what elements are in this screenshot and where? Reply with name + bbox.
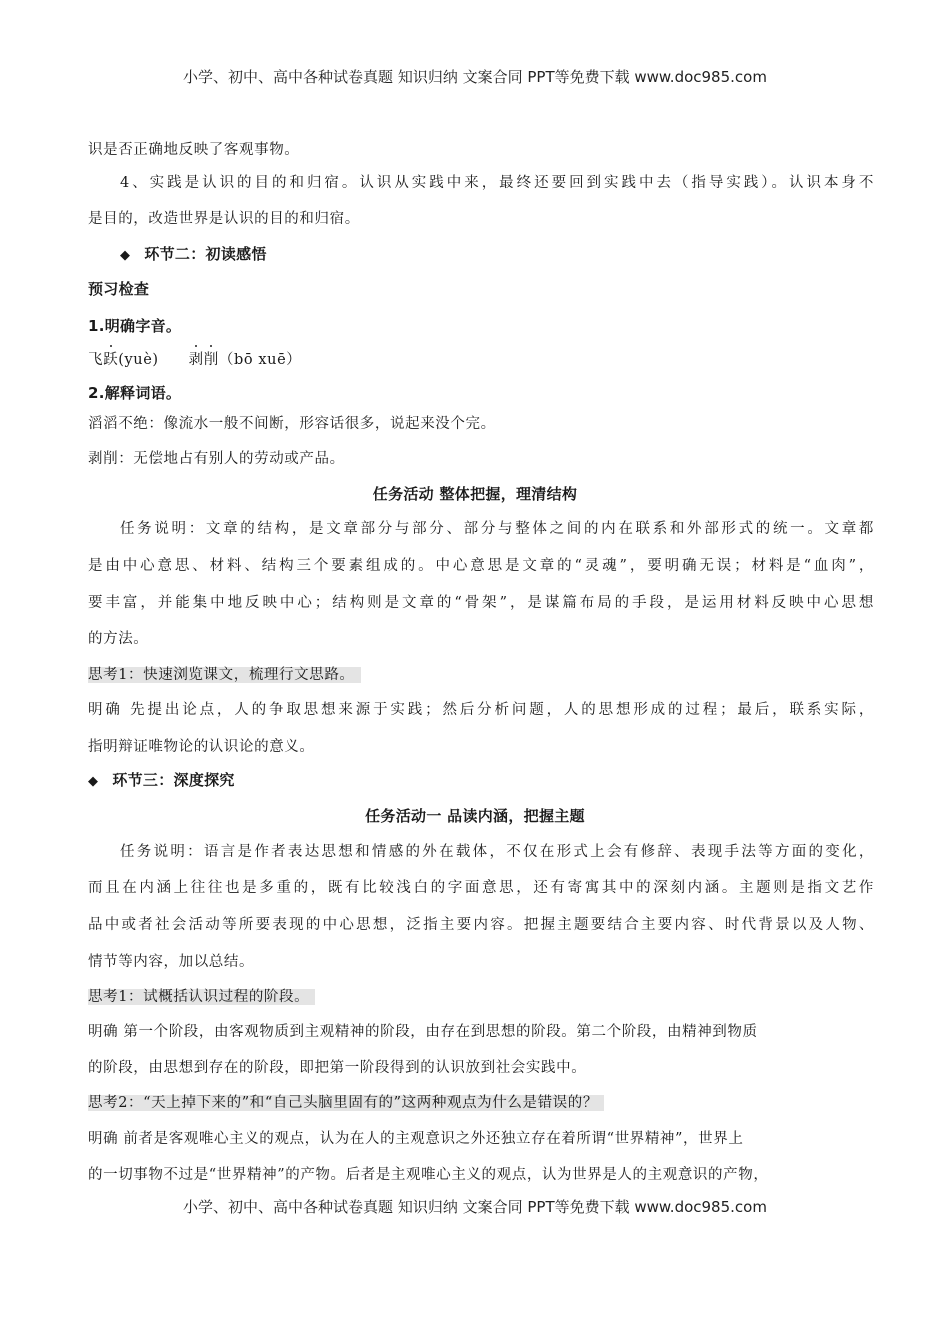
paragraph-line: 任务说明：语言是作者表达思想和情感的外在载体，不仅在形式上会有修辞、表现手法等方面的变化， [120,844,874,860]
emphasized-char: 削 [203,352,219,368]
answer-line: 明确 第一个阶段，由客观物质到主观精神的阶段，由存在到思想的阶段。第二个阶段，由精神到物质 [88,1024,758,1040]
paragraph-line: 任务说明：文章的结构，是文章部分与部分、部分与整体之间的内在联系和外部形式的统一。文章都 [120,521,874,537]
page-footer: 小学、初中、高中各种试卷真题 知识归纳 文案合同 PPT等免费下载 www.doc985.com [183,1198,767,1216]
section-heading-2 [120,244,906,266]
task-title: 任务活动 整体把握，理清结构 [372,485,578,503]
section-title: 环节三：深度探究 [112,771,235,789]
paragraph-line: 而且在内涵上往往也是多重的，既有比较浅白的字面意思，还有寄寓其中的深刻内涵。主题则是指文艺作 [88,880,874,896]
emphasized-char: 跃 [103,352,119,368]
section-title: 环节二：初读感悟 [144,245,267,263]
diamond-bullet-icon: ◆ [88,774,99,789]
answer-line: 的一切事物不过是“世界精神”的产物。后者是主观唯心主义的观点，认为世界是人的主观意识的产物， [88,1167,769,1183]
paragraph-line: 品中或者社会活动等所要表现的中心思想，泛指主要内容。把握主题要结合主要内容、时代背景以及人物、 [88,917,874,933]
highlighted-question: 思考1：试概括认识过程的阶段。 [88,989,315,1005]
diamond-bullet-icon: ◆ [120,248,131,263]
section-heading-3 [88,770,874,792]
pinyin-text: (yuè) [118,352,159,368]
page-header: 小学、初中、高中各种试卷真题 知识归纳 文案合同 PPT等免费下载 www.doc985.com [183,68,767,86]
answer-line: 指明辩证唯物论的认识论的意义。 [88,739,315,755]
highlighted-question: 思考2：“天上掉下来的”和“自己头脑里固有的”这两种观点为什么是错误的？ [88,1095,604,1111]
definition-line: 剥削：无偿地占有别人的劳动或产品。 [88,451,345,467]
think-question [88,665,874,685]
think-question [88,1093,874,1113]
paragraph-line: 要丰富，并能集中地反映中心；结构则是文章的“骨架”，是谋篇布局的手段，是运用材料反映中心思想 [88,595,874,611]
highlighted-question: 思考1：快速浏览课文，梳理行文思路。 [88,667,361,683]
emphasized-char: 剥 [188,352,204,368]
word-char: 飞 [88,352,104,368]
paragraph-line: 4、实践是认识的目的和归宿。认识从实践中来，最终还要回到实践中去（指导实践）。认识本身不 [120,175,874,191]
definition-line: 滔滔不绝：像流水一般不间断，形容话很多，说起来没个完。 [88,416,496,432]
pinyin-line [88,350,874,370]
paragraph-line: 的方法。 [88,631,149,647]
question-heading: 2.解释词语。 [88,384,182,402]
paragraph-line: 情节等内容，加以总结。 [88,954,255,970]
paragraph-line: 是目的，改造世界是认识的目的和归宿。 [88,211,360,227]
think-question [88,987,874,1007]
answer-line: 明确 先提出论点，人的争取思想来源于实践；然后分析问题，人的思想形成的过程；最后，联系实际， [88,702,874,718]
paragraph-line: 识是否正确地反映了客观事物。 [88,142,300,158]
task-title: 任务活动一 品读内涵，把握主题 [365,807,585,825]
pinyin-text: （bō xuē） [218,352,302,368]
paragraph-line: 是由中心意思、材料、结构三个要素组成的。中心意思是文章的“灵魂”，要明确无误；材料是“血肉”， [88,558,874,574]
answer-line: 明确 前者是客观唯心主义的观点，认为在人的主观意识之外还独立存在着所谓“世界精神”，世界上 [88,1131,744,1147]
answer-line: 的阶段，由思想到存在的阶段，即把第一阶段得到的认识放到社会实践中。 [88,1060,587,1076]
preview-title: 预习检查 [88,280,150,298]
question-heading: 1.明确字音。 [88,317,182,335]
